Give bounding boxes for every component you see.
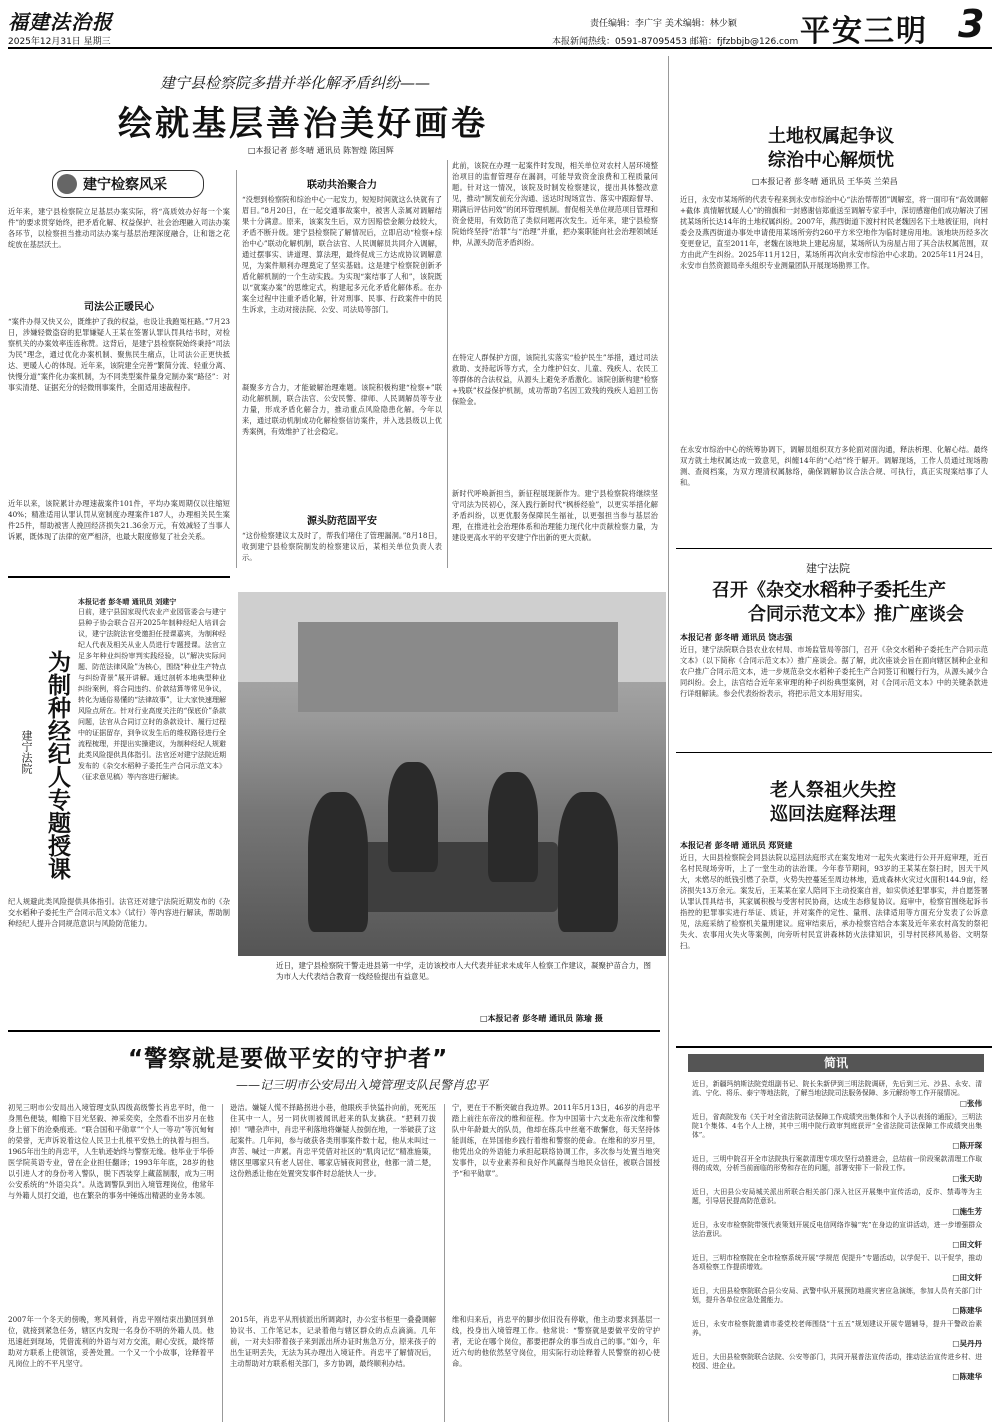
land-byline: □本报记者 彭冬晴 通讯员 王华英 兰荣昌 (752, 177, 898, 186)
brief-author: □张伟 (959, 1099, 982, 1108)
photo-caption: 近日，建宁县检察院干警走进县第一中学，走访该校市人大代表并征求未成年人检察工作建议，凝聚护苗合力，图为市人大代表结合教育一线经验提出有益意见。 (276, 961, 651, 981)
lead-headline: 绘就基层善治美好画卷 (118, 104, 488, 144)
brief-text: 近日，三明中院召开全市法院执行案款清理专项攻坚行动推进会，总结前一阶段案款清理工作取得的成效，分析当前面临的形势和存在的问题，部署安排下一阶段工作。 (692, 1155, 982, 1172)
lead-col3-mid: 在特定人群保护方面，该院扎实落实“检护民生”举措，通过司法救助、支持起诉等方式，全力维护妇女、儿童、残疾人、农民工等群体的合法权益，从源头上避免矛盾激化。该院创新构建“检察+残联”权益保护机制，成功帮助7名因工致残的残疾人追回工伤保险金。 (452, 353, 658, 406)
training-byline: 本报记者 彭冬晴 通讯员 刘建宁 (78, 597, 177, 606)
column-rule (447, 160, 448, 568)
brief-item (692, 1353, 982, 1382)
procuratorate-badge-icon (57, 174, 77, 194)
brief-text: 近日，永安市检察院带领代表策划开展反电信网络诈骗“宪”在身边的宣讲活动，进一步增强群众法治意识。 (692, 1221, 982, 1238)
column-rule (222, 1104, 223, 1422)
land-body: 近日，永安市某场所的代表专程来到永安市综治中心“法治帮帮团”调解室，将一面印有“高效调解+截体 真情解忧暖人心”的锦旗和一封感谢信郑重送至调解专家手中，深切感谢他们成功解决了困扰某场所长达14年的土地权属纠纷。2007年，燕西街道下渡村村民老魏因名下土地被征用，向村委会及燕西街道办事处申请使用某场所旁约260平方米空地作为临时建房用地。该地块历经多次变更登记，直至2011年，老魏在该地块上建起房屋，某场所认为房屋占用了其合法权属范围，双方由此产生纠纷。2025年11月12日，某场所再次向永安市综治中心求助。2025年11月24日，永安市自然资源局牵头组织专业测量团队开展现场勘界工作。 (680, 195, 988, 270)
brief-item (692, 1080, 982, 1109)
elder-body: 近日，大田县检察院会同县法院以巡回法庭形式在案发地对一起失火案进行公开开庭审理，近百名村民现场旁听，上了一堂生动的法治课。今年春节期间，93岁的王某某在祭扫时，因天干风大，未燃尽的纸钱引燃了杂草，火势失控蔓延至周边林地，造成森林火灾过火面积144.9亩，经济损失13万余元。案发后，王某某在家人陪同下主动投案自首，如实供述犯罪事实，并自愿签署认罪认罚具结书，其家属积极与受害村民协商，达成生态修复协议。庭审中，检察官围绕起诉书指控的犯罪事实进行举证、质证，并对案件的定性、量刑、法律适用等方面充分发表了公诉意见，法庭采纳了检察机关量刑建议。庭审结束后，承办检察官结合本案及近年来农村高发的祭祀失火、农事用火失火等案例，向旁听村民宣讲森林防火法律知识，引导村民移风易俗、文明祭扫。 (680, 853, 988, 950)
brief-text: 近日，大田县检察院联合法院、公安等部门，共同开展普法宣传活动，推动法治宣传进乡村、进校园、进企业。 (692, 1353, 982, 1370)
section-rule (676, 752, 992, 753)
issue-date: 2025年12月31日 星期三 (8, 37, 111, 47)
section-rule (676, 1046, 992, 1048)
brief-author: □施生芳 (952, 1207, 982, 1216)
page-column-rule (668, 56, 669, 1422)
editor-credits: 责任编辑：李广宇 美术编辑：林少颖 (590, 19, 737, 29)
feature-col3-body: 宁，更在于不断突破自我边界。2011年5月13日，46岁的肖忠平踏上前往东帝汶的维和征程。作为中国第十六支赴东帝汶维和警队中年龄最大的队员，他却在练兵中丝毫不敢懈怠，每天坚持体能训练，在异国他乡践行着维和警察的使命。在维和的岁月里，他凭出众的外语能力承担起联络协调工作，多次参与处置当地突发事件，以专业素养和良好作风赢得当地民众信任，被联合国授予“和平勋章”。 (452, 1103, 660, 1178)
column-rule (444, 1104, 445, 1422)
elder-title-line2: 巡回法庭释法理 (770, 804, 896, 825)
briefs-header: 简讯 (688, 1054, 984, 1072)
photo-person (558, 792, 618, 932)
lead-subhead-2: 联动共治聚合力 (307, 180, 377, 191)
brief-item (692, 1113, 982, 1151)
brief-item (692, 1221, 982, 1250)
lead-col3-end: 新时代呼唤新担当，新征程展现新作为。建宁县检察院将继续坚守司法为民初心，深入践行新时代“枫桥经验”，以更实举措化解矛盾纠纷，以更优服务保障民生福祉，以更强担当参与基层治理，在推进社会治理体系和治理能力现代化中贡献检察力量，为建设更高水平的平安建宁作出新的更大贡献。 (452, 489, 658, 542)
brief-item (692, 1287, 982, 1316)
page-number: 3 (958, 2, 985, 46)
brief-author: □陈建华 (952, 1372, 982, 1381)
masthead-rule (8, 47, 992, 49)
brief-item (692, 1320, 982, 1349)
land-body-end: 在永安市综治中心的统筹协调下，调解员组织双方多轮面对面沟通，释法析理、化解心结。最终双方就土地权属达成一致意见，纠缠14年的“心结”终于解开。调解现场，工作人员通过现场勘测、查阅档案，为双方理清权属脉络，确保调解协议合法合规、可执行，真正实现案结事了人和。 (680, 445, 988, 487)
news-photo (238, 592, 666, 956)
lead-col1-body: “案件办得又快又公，既维护了我的权益，也设让我跑冤枉路。”7月23日，涉嫌轻微盗窃的犯罪嫌疑人王某在签署认罪认罚具结书时，对检察机关的办案效率连连称赞。这背后，是建宁县检察院始终秉持“司法为民”理念，通过优化办案机制、聚焦民生痛点，让司法公正更快抵达、更暖人心的体现。近年来，该院建全完善“繁简分流、轻重分离、快慢分道”案件化办案机制，为不同类型案件量身定制办案“路径”：对事实清楚、证据充分的轻微刑事案件，全面适用速裁程序。 (8, 317, 230, 392)
lead-subhead-1: 司法公正暖民心 (84, 302, 154, 313)
column-rule (236, 170, 237, 568)
photo-school-building (298, 622, 618, 712)
training-title: 为制种经纪人专题授课 (44, 650, 70, 880)
briefs-list (692, 1080, 982, 1386)
feature-col3-end: 维和归来后，肖忠平的脚步依旧没有停歇，他主动要求到基层一线，投身出入境管理工作。他常说：“警察就是要做平安的守护者，无论在哪个岗位，都要把群众的事当成自己的事。”如今，年近六旬的他依然坚守岗位，用实际行动诠释着人民警察的初心使命。 (452, 1315, 660, 1368)
feature-col2-body: 逊洁。嫌疑人慌不择路拐进小巷，他眼疾手快猛扑向前，死死压住其中一人，另一同伙则被闻讯赶来的队友擒获。“把刺刀拔掉！”嘈杂声中，肖忠平利落地将嫌疑人按倒在地，一举破获了这起案件。几年间，参与破获各类刑事案件数十起，他从未叫过一声苦、喊过一声累。肖忠平凭借对社区的“肌肉记忆”精准施策，辖区里哪家只有老人居住、哪家店铺夜间营业，他都一清二楚，这份熟悉让他在处置突发事件时总能快人一步。 (230, 1103, 436, 1178)
court-title-line1: 召开《杂交水稻种子委托生产 (712, 580, 946, 601)
brief-author: □陈开琛 (952, 1141, 982, 1150)
lead-col2-body: “没想到检察院和综治中心一起发力，短短时间就这么快就有了眉目。”8月20日，在一起交通事故案中，被害人亲属对调解结果十分满意。原来，该案发生后，双方因赔偿金额分歧较大，矛盾不断升级。建宁县检察院了解情况后，立即启动“检察+综治中心”联动化解机制，联合法官、人民调解员共同介入调解，通过摆事实、讲道理、算法理，最终促成三方达成协议调解意见，为案件顺利办理奠定了坚实基础。这是建宁检察院创新矛盾化解机制的一个生动实践。为实现“案结事了人和”，该院既以“就案办案”的思维定式，构建起多元化矛盾化解体系。在办案全过程中注重矛盾化解，针对刑事、民事、行政案件中的民生诉求，主动对接法院、公安、司法局等部门。 (242, 195, 442, 314)
training-body-end: 纪人规避此类风险提供具体指引。法官还对建宁法院近期发布的《杂交水稻种子委托生产合同示范文本》（试行）等内容进行解读，帮助制种经纪人提升合同规范意识与风险防范能力。 (8, 897, 230, 928)
brief-item (692, 1155, 982, 1184)
brief-author: □陈建华 (952, 1306, 982, 1315)
feature-col2-end: 2015年，肖忠平从刑侦派出所调离时，办公室书柜里一叠叠调解协议书、工作笔记本，记录着他与辖区群众的点点滴滴。几年前，一对夫妇带着孩子来到派出所办证时焦急万分，原来孩子的出生证明丢失，无法为其办理出入境证件。肖忠平了解情况后，主动帮助对方联系相关部门，多方协调，最终顺利办结。 (230, 1315, 436, 1368)
lead-col2-end: “这份检察建议太及时了，帮我们堵住了管理漏洞。”8月18日，收到建宁县检察院制发的检察建议后，某相关单位负责人表示。 (242, 531, 442, 562)
newspaper-masthead: 福建法治报 (8, 10, 113, 34)
brief-author: □吴丹丹 (952, 1339, 982, 1348)
land-title-line1: 土地权属起争议 (768, 126, 894, 147)
photo-person (388, 762, 438, 872)
news-hotline: 本报新闻热线：0591-87095453 邮箱：fjfzbbjb@126.com (552, 37, 799, 47)
section-rule (8, 1030, 660, 1032)
brief-text: 近日，三明市检察院在全市检察系统开展“学规范 促提升”专题活动，以学促干、以干促学，推动各项检察工作提质增效。 (692, 1254, 982, 1271)
brief-text: 近日，新疆玛纳斯法院党组副书记、院长朱新伊到三明法院调研，先后到三元、沙县、永安、清流、宁化、将乐、泰宁等地法院，了解当地法院司法服务保障、多元解纷等工作开展情况。 (692, 1080, 982, 1097)
feature-subtitle: ——记三明市公安局出入境管理支队民警肖忠平 (236, 1078, 489, 1092)
lead-subhead-3: 源头防范固平安 (307, 516, 377, 527)
court-body: 近日，建宁法院联合县农业农村局、市场监管局等部门，召开《杂交水稻种子委托生产合同示范文本》（以下简称《合同示范文本》）推广座谈会。据了解，此次座谈会旨在面向辖区制种企业和农户推广合同示范文本，进一步规范杂交水稻种子委托生产合同签订和履行行为，从源头减少合同纠纷。会上，法官结合近年来审理的种子纠纷典型案例，对《合同示范文本》中的关键条款进行详细解读。参会代表纷纷表示，将把示范文本用好用实。 (680, 645, 988, 698)
brief-text: 近日，永安市检察院邀请市委党校老师围绕“十五五”规划建议开展专题辅导，提升干警政治素养。 (692, 1320, 982, 1337)
training-kicker: 建宁法院 (20, 730, 33, 774)
lead-byline: □本报记者 彭冬晴 通讯员 陈智煌 陈国辉 (248, 146, 394, 155)
elder-byline: 本报记者 彭冬晴 通讯员 郑贤建 (680, 841, 793, 850)
photo-person (488, 772, 538, 882)
lead-col2-mid: 凝聚多方合力，才能破解治理难题。该院积极构建“检察+”联动化解机制，联合法官、公安民警、律师、人民调解员等专业力量，形成矛盾化解合力，推动重点风险隐患化解。今年以来，通过联动机制成功化解检察信访案件，并入选县级以上优秀案例，有效维护了社会稳定。 (242, 383, 442, 436)
brief-item (692, 1254, 982, 1283)
lead-col3-body: 此前，该院在办理一起案件时发现，相关单位对农村人居环境整治项目的监督管理存在漏洞，可能导致资金浪费和工程质量问题。针对这一情况，该院及时制发检察建议，提出具体整改意见，推动“制发前充分沟通、送达时现场宣告、落实中跟踪督导、期满后评估问效”的闭环管理机制。督促相关单位规范项目管理和资金使用，有效防范了类似问题再次发生。近年来，建宁县检察院始终坚持“治罪”与“治理”并重，把办案职能向社会治理领域延伸，从源头防范矛盾纠纷。 (452, 161, 658, 247)
brief-text: 近日，大田县公安局城关派出所联合相关部门深入社区开展集中宣传活动，反诈、禁毒等为主题，引导居民提高防范意识。 (692, 1188, 982, 1205)
photo-credit: □本报记者 彭冬晴 通讯员 陈瑜 摄 (480, 1014, 603, 1023)
feature-col1-body: 初见三明市公安局出入境管理支队四级高级警长肖忠平时，他一身黑色便装，帽檐下目光坚毅、神采奕奕，全然看不出岁月在他身上留下的沧桑痕迹。“联合国和平勋章”“个人一等功”等沉甸甸的荣誉，无声诉说着这位人民卫士扎根平安热土的执着与担当。1965年出生的肖忠平，人生轨迹始终与警察无缘。他毕业于华侨医学院英语专业，曾在企业担任翻译；1993年年底，28岁的他以引进人才的身份考入警队，脱下西装穿上藏蓝制服，成为三明公安系统的“外语尖兵”。从选调警队到出入境管理岗位，他常年与外籍人员打交道，也在繁杂的事务中锤炼出精湛的业务本领。 (8, 1103, 214, 1200)
brief-text: 近日，大田县检察院联合县公安局、武警中队开展预防地震灾害应急演练，参加人员有关部门计划，提升各单位应急处置能力。 (692, 1287, 982, 1304)
training-body-text: 日前，建宁县国家现代农业产业园管委会与建宁县种子协会联合召开2025年制种经纪人培训会议，建宁法院法官受邀担任授课嘉宾，为制种经纪人代表及相关从业人员进行专题授课。法官立足多年种业纠纷审判实践经验，以“解决实际问题、防范法律风险”为核心，围绕“种业生产特点与纠纷背景”展开讲解。通过剖析本地典型种业纠纷案例，将合同违约、价款结算等常见争议，转化为通俗易懂的“法律故事”，让大家快速理解风险点所在。针对行业高度关注的“保底价”条款问题，法官从合同订立时的条款设计、履行过程中的证据留存，到争议发生后的维权路径进行全流程梳理，并提出实操建议，为制种经纪人规避此类风险提供具体指引。法官还对建宁法院近期发布的《杂交水稻种子委托生产合同示范文本》（征求意见稿）等内容进行解读。 (78, 608, 226, 781)
feature-headline: “警察就是要做平安的守护者” (128, 1046, 449, 1072)
section-rule (8, 576, 230, 578)
brief-author: □田文轩 (952, 1273, 982, 1282)
lead-col1-end: 近年以来，该院累计办理速裁案件101件，平均办案周期仅以往缩短40%；精准适用认罪认罚从宽制度办理案件187人，办理相关民生案件25件，帮助被害人挽回经济损失21.36余万元，有效减轻了当事人诉累，既体现了法律的宽严相济，也最大限度修复了社会关系。 (8, 499, 230, 541)
section-rule (676, 548, 992, 549)
land-title-line2: 综治中心解烦忧 (768, 150, 894, 171)
court-title-line2: 合同示范文本》推广座谈会 (748, 604, 964, 625)
brief-item (692, 1188, 982, 1217)
column-banner-label: 建宁检察风采 (83, 177, 167, 193)
court-byline: 本报记者 彭冬晴 通讯员 饶志强 (680, 633, 793, 642)
photo-person (308, 792, 368, 932)
column-banner (52, 170, 204, 198)
brief-author: □张天助 (952, 1174, 982, 1183)
elder-title-line1: 老人祭祖火失控 (770, 780, 896, 801)
court-kicker: 建宁法院 (806, 562, 850, 575)
lead-col1-intro: 近年来，建宁县检察院立足基层办案实际，将“高质效办好每一个案件”的要求贯穿始终，把矛盾化解、权益保护、社会治理融入司法办案各环节，以检察担当推动司法办案与基层治理深度融合，让和谐之花绽放在基层沃土。 (8, 207, 230, 249)
brief-author: □田文轩 (952, 1240, 982, 1249)
brief-text: 近日，省高院发布《关于对全省法院司法保障工作成绩突出集体和个人予以表扬的通报》，三明法院1个集体、4名个人上榜，其中三明中院行政审判庭获评“全省法院司法保障工作成绩突出集体”。 (692, 1113, 982, 1139)
feature-col1-end: 2007年一个冬天的傍晚，寒风刺骨，肖忠平刚结束出勤回到单位，就接到紧急任务，辖区内发现一名身份不明的外籍人员。他迅速赶到现场，凭借流利的外语与对方交流，耐心安抚，最终帮助对方联系上使领馆，妥善处置。一个又一个小故事，诠释着平凡岗位上的不平凡坚守。 (8, 1315, 214, 1368)
training-body (78, 596, 226, 892)
section-name: 平安三明 (800, 14, 928, 49)
lead-kicker: 建宁县检察院多措并举化解矛盾纠纷—— (160, 74, 431, 92)
